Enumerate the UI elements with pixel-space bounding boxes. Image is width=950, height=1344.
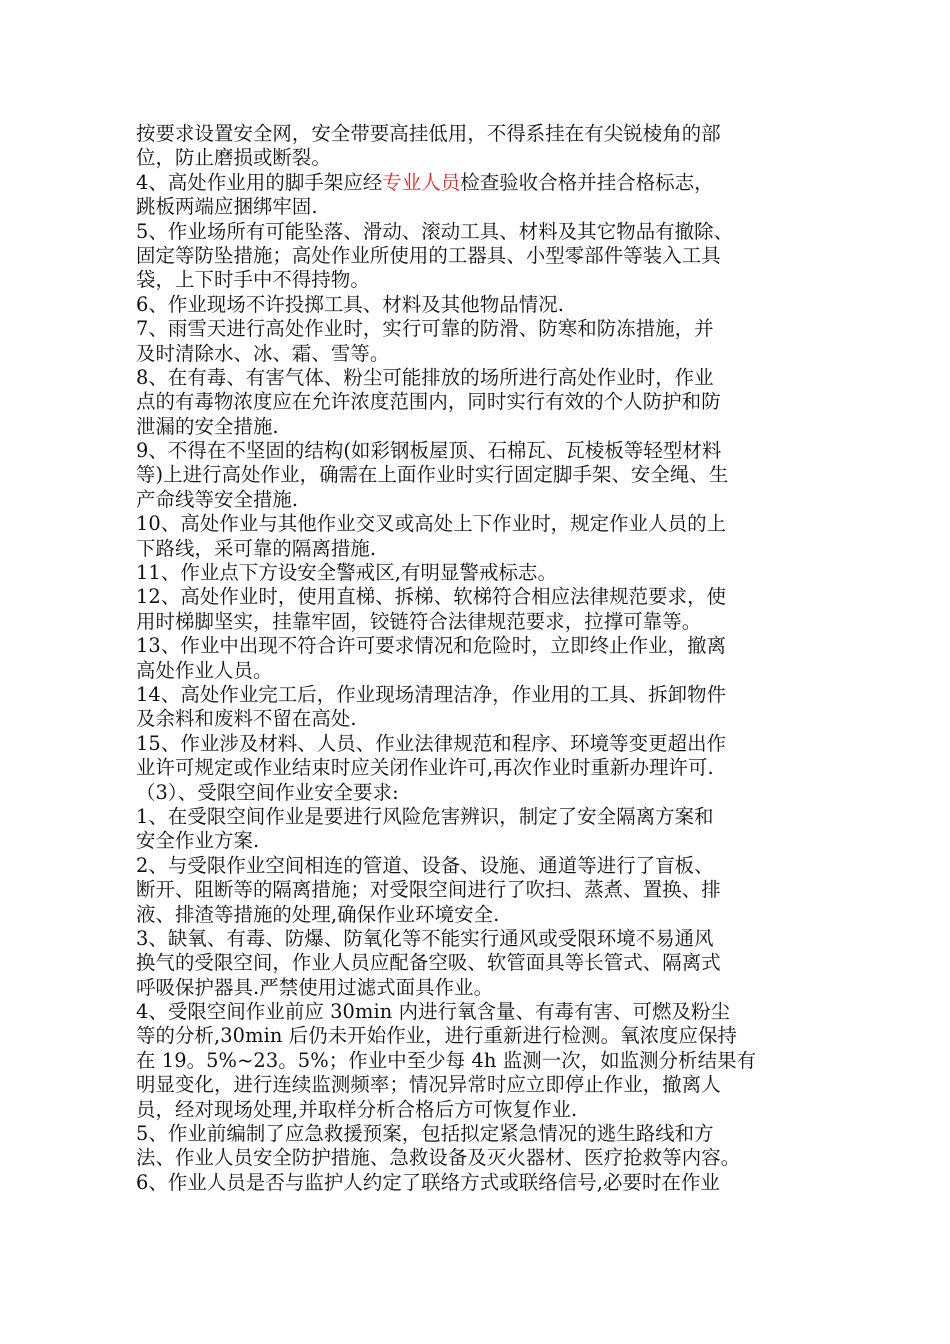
- text-line: 9、不得在不坚固的结构(如彩钢板屋顶、石棉瓦、瓦棱板等轻型材料: [136, 439, 722, 463]
- document-page: [136, 122, 826, 1195]
- text-line: 跳板两端应捆绑牢固.: [136, 195, 318, 219]
- text-line: 11、作业点下方设安全警戒区,有明显警戒标志。: [136, 561, 557, 585]
- text-line: 安全作业方案.: [136, 829, 260, 853]
- text-line: 产命线等安全措施.: [136, 487, 299, 511]
- text-line: 1、在受限空间作业是要进行风险危害辨识，制定了安全隔离方案和: [136, 804, 714, 828]
- text-line: 位，防止磨损或断裂。: [136, 146, 331, 170]
- text-line: 14、高处作业完工后，作业现场清理洁净，作业用的工具、拆卸物件: [136, 682, 727, 706]
- text-line: 8、在有毒、有害气体、粉尘可能排放的场所进行高处作业时，作业: [136, 365, 714, 389]
- text-line: 及余料和废料不留在高处.: [136, 707, 357, 731]
- text-line: 3、缺氧、有毒、防爆、防氧化等不能实行通风或受限环境不易通风: [136, 926, 714, 950]
- highlighted-text: 专业人员: [382, 170, 461, 194]
- text-line: 在 19。5%~23。5%；作业中至少每 4h 监测一次，如监测分析结果有: [136, 1048, 757, 1072]
- text-line: 按要求设置安全网，安全带要高挂低用，不得系挂在有尖锐棱角的部: [136, 122, 721, 145]
- text-line: 等)上进行高处作业，确需在上面作业时实行固定脚手架、安全绳、生: [136, 463, 729, 487]
- text-line: 10、高处作业与其他作业交叉或高处上下作业时，规定作业人员的上: [136, 512, 727, 536]
- text-line: 液、排渣等措施的处理,确保作业环境安全.: [136, 902, 500, 926]
- text-line: 用时梯脚坚实，挂靠牢固，铰链符合法律规范要求，拉撑可靠等。: [136, 609, 702, 633]
- text-line: 法、作业人员安全防护措施、急救设备及灭火器材、医疗抢救等内容。: [136, 1146, 741, 1170]
- text-segment: 检查验收合格并挂合格标志，: [460, 170, 714, 194]
- text-line: 5、作业场所有可能坠落、滑动、滚动工具、材料及其它物品有撤除、: [136, 219, 734, 243]
- text-line: 泄漏的安全措施.: [136, 414, 279, 438]
- text-line: 下路线，采可靠的隔离措施.: [136, 536, 377, 560]
- section-heading: （3）、受限空间作业安全要求:: [136, 780, 399, 804]
- text-line: 点的有毒物浓度应在允许浓度范围内，同时实行有效的个人防护和防: [136, 390, 721, 414]
- text-line: 断开、阻断等的隔离措施；对受限空间进行了吹扫、蒸煮、置换、排: [136, 878, 721, 902]
- text-line: 15、作业涉及材料、人员、作业法律规范和程序、环境等变更超出作: [136, 731, 727, 755]
- text-line-item-4: [136, 171, 826, 195]
- text-line: 5、作业前编制了应急救援预案，包括拟定紧急情况的逃生路线和方: [136, 1122, 714, 1146]
- text-line: 12、高处作业时，使用直梯、拆梯、软梯符合相应法律规范要求，使: [136, 585, 727, 609]
- text-line: 7、雨雪天进行高处作业时，实行可靠的防滑、防寒和防冻措施，并: [136, 317, 714, 341]
- text-line: 等的分析,30min 后仍未开始作业，进行重新进行检测。氧浓度应保持: [136, 1024, 738, 1048]
- text-line: 袋，上下时手中不得持物。: [136, 268, 370, 292]
- text-line: 换气的受限空间，作业人员应配备空吸、软管面具等长管式、隔离式: [136, 951, 721, 975]
- text-line: 2、与受限作业空间相连的管道、设备、设施、通道等进行了盲板、: [136, 853, 714, 877]
- text-segment: 4、高处作业用的脚手架应经: [136, 170, 383, 194]
- text-line: 员，经对现场处理,并取样分析合格后方可恢复作业.: [136, 1097, 578, 1121]
- text-line: 13、作业中出现不符合许可要求情况和危险时，立即终止作业，撤离: [136, 634, 727, 658]
- text-line: 及时清除水、冰、霜、雪等。: [136, 341, 390, 365]
- text-line: 业许可规定或作业结束时应关闭作业许可,再次作业时重新办理许可.: [136, 756, 714, 780]
- text-line: 6、作业现场不许投掷工具、材料及其他物品情况.: [136, 292, 565, 316]
- text-line: 4、受限空间作业前应 30min 内进行氧含量、有毒有害、可燃及粉尘: [136, 1000, 730, 1024]
- text-line: 高处作业人员。: [136, 658, 273, 682]
- text-line: 6、作业人员是否与监护人约定了联络方式或联络信号,必要时在作业: [136, 1170, 720, 1194]
- text-line: 呼吸保护器具.严禁使用过滤式面具作业。: [136, 975, 494, 999]
- text-line: 固定等防坠措施；高处作业所使用的工器具、小型零部件等装入工具: [136, 243, 721, 267]
- text-line: 明显变化，进行连续监测频率；情况异常时应立即停止作业，撤离人: [136, 1073, 721, 1097]
